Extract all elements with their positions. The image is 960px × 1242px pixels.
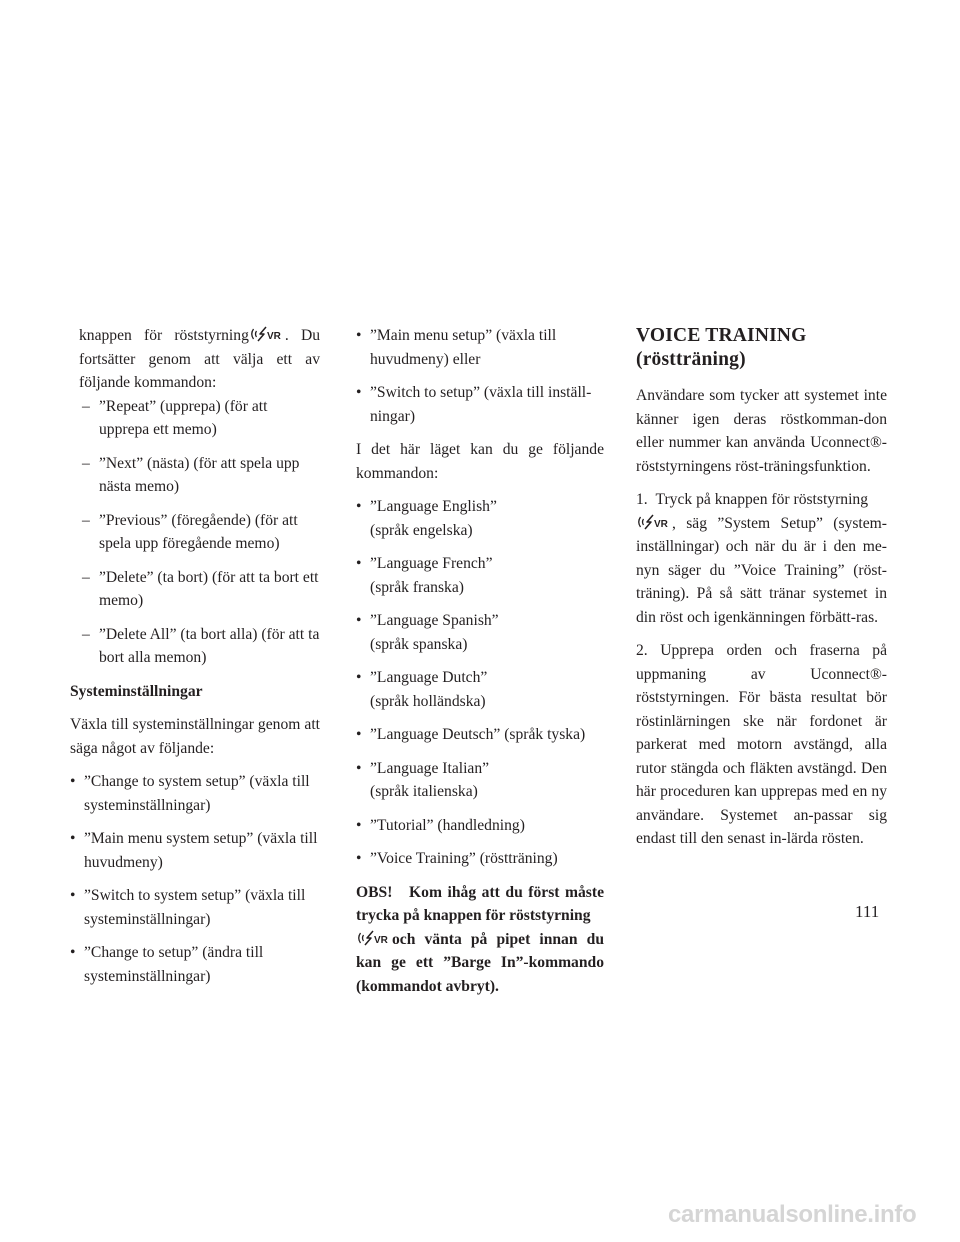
voice-command-icon bbox=[249, 326, 285, 342]
list-item: • ”Language English” (språk engelska) bbox=[356, 498, 497, 539]
left-column bbox=[70, 324, 320, 998]
list-item: • ”Language Dutch” (språk holländska) bbox=[356, 669, 488, 710]
list-item: – ”Next” (nästa) (för att spela upp nästa memo) bbox=[82, 454, 300, 495]
list-item: • ”Main menu system setup” (växla till huvudmeny) bbox=[70, 830, 318, 871]
note-paragraph: OBS! Kom ihåg att du först måste trycka på knappen för röststyrning och vänta på pipet innan du kan ge ett ”Barge In”-kommando (kommandot avbryt). bbox=[356, 883, 604, 995]
step-2-paragraph: 2. Upprepa orden och fraserna på uppmaning av Uconnect®-röststyrningen. För bästa resultat bör röstinlärningen ske när fordonet är parkerat med motorn avstängd, alla rutor stängda och fläkten avstängd. Den här proceduren kan upprepas med en ny användare. Systemet an-passar sig endast till den senast in-lärda rösten. bbox=[636, 642, 887, 847]
list-item: – ”Previous” (föregående) (för att spela upp föregående memo) bbox=[82, 511, 298, 552]
list-item: • ”Change to system setup” (växla till systeminställningar) bbox=[70, 773, 310, 814]
step-1-paragraph: 1. Tryck på knappen för röststyrning , säg ”System Setup” (system-inställningar) och när du är i den me-nyn säger du ”Voice Training” (röst-träning). På så sätt tränar systemet in din röst och igenkänningen förbätt-ras. bbox=[636, 491, 887, 626]
list-item: • ”Change to setup” (ändra till systeminställningar) bbox=[70, 944, 264, 985]
intro-paragraph: Användare som tycker att systemet inte känner igen deras röstkomman-don eller nummer kan använda Uconnect®-röststyrningens röst-träningsfunktion. bbox=[636, 387, 887, 475]
section-title: VOICE TRAINING (röstträning) bbox=[636, 325, 807, 370]
voice-command-icon bbox=[356, 930, 392, 946]
mode-intro: I det här läget kan du ge följande kommandon: bbox=[356, 441, 604, 482]
list-item: – ”Delete All” (ta bort alla) (för att ta bort alla memon) bbox=[82, 625, 320, 666]
list-item: – ”Delete” (ta bort) (för att ta bort ett memo) bbox=[82, 568, 319, 609]
middle-column bbox=[356, 324, 604, 998]
list-item: • ”Main menu setup” (växla till huvudmeny) eller bbox=[356, 327, 557, 368]
list-item: • ”Tutorial” (handledning) bbox=[356, 816, 525, 834]
right-column bbox=[636, 324, 887, 861]
intro-paragraph: knappen för röststyrning . Du fortsätter genom att välja ett av följande kommandon: bbox=[79, 327, 321, 391]
list-item: • ”Language Italian” (språk italienska) bbox=[356, 759, 490, 800]
list-item: • ”Switch to system setup” (växla till systeminställningar) bbox=[70, 887, 306, 928]
list-item: • ”Language Spanish” (språk spanska) bbox=[356, 612, 499, 653]
list-item: • ”Language Deutsch” (språk tyska) bbox=[356, 726, 586, 743]
list-item: • ”Voice Training” (röstträning) bbox=[356, 850, 558, 867]
list-item: • ”Switch to setup” (växla till inställ-ningar) bbox=[356, 384, 592, 425]
page-number: 111 bbox=[855, 902, 880, 921]
section-intro: Växla till systeminställningar genom att säga något av följande: bbox=[70, 716, 320, 757]
list-item: • ”Language French” (språk franska) bbox=[356, 555, 493, 596]
watermark: carmanualsonline.info bbox=[668, 1201, 917, 1228]
voice-command-icon bbox=[636, 514, 672, 530]
list-item: – ”Repeat” (upprepa) (för att upprepa ett memo) bbox=[82, 397, 268, 438]
section-heading: Systeminställningar bbox=[70, 682, 203, 700]
